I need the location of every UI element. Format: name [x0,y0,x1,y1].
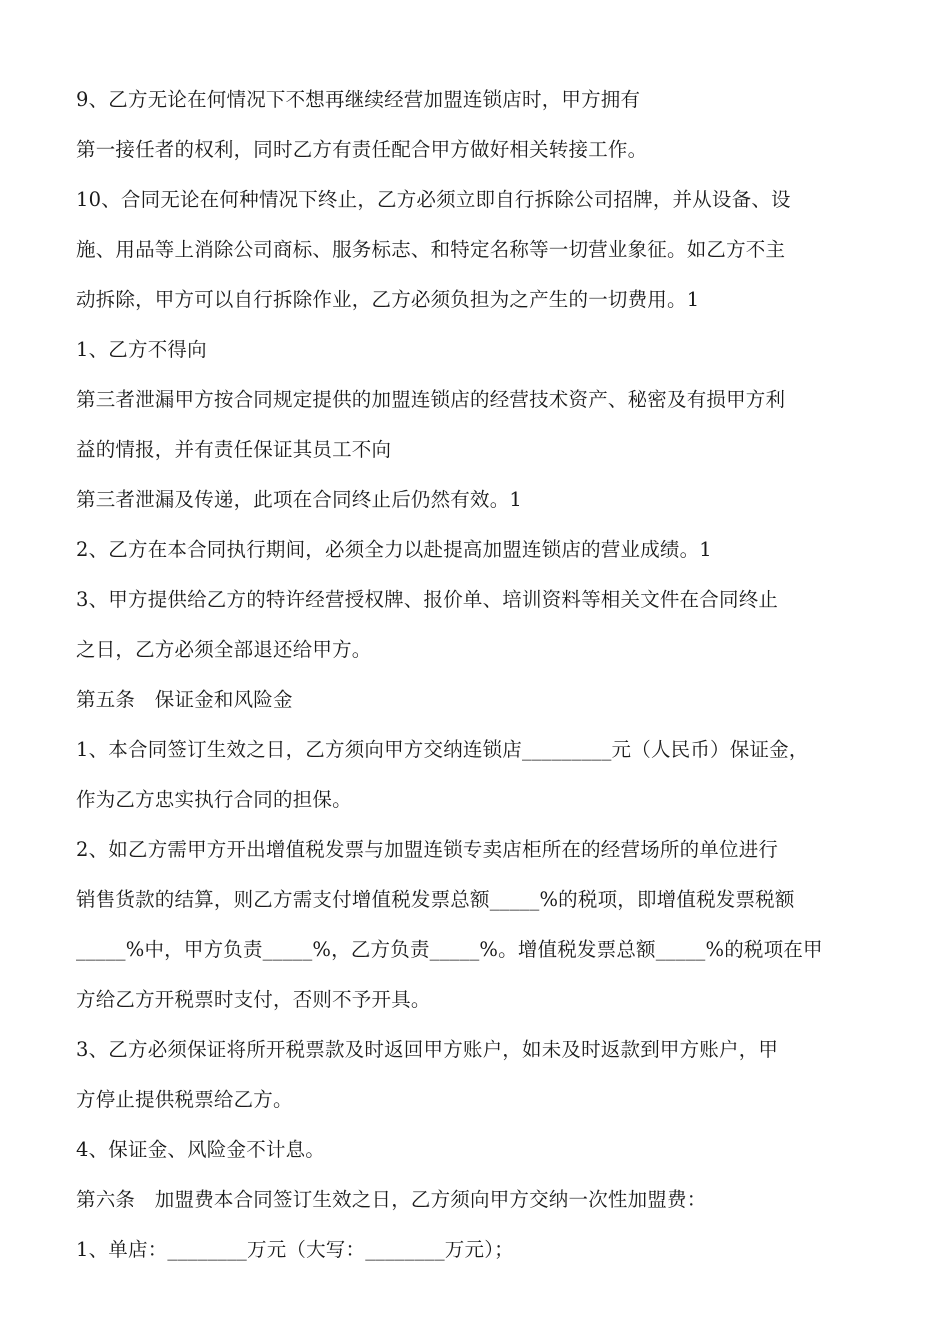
text-line: 3、甲方提供给乙方的特许经营授权牌、报价单、培训资料等相关文件在合同终止 [76,588,779,611]
section-heading: 第五条 保证金和风险金 [76,688,293,711]
text-line: 方给乙方开税票时支付，否则不予开具。 [76,988,431,1011]
section-heading: 第六条 加盟费本合同签订生效之日，乙方须向甲方交纳一次性加盟费： [76,1188,707,1211]
text-line: _____%中，甲方负责_____%，乙方负责_____%。增值税发票总额_____%的税项在甲 [76,938,823,961]
text-line: 2、乙方在本合同执行期间，必须全力以赴提高加盟连锁店的营业成绩。1 [76,538,712,561]
text-line: 1、本合同签订生效之日，乙方须向甲方交纳连锁店_________元（人民币）保证金， [76,738,809,761]
text-line: 之日，乙方必须全部退还给甲方。 [76,638,372,661]
text-line: 益的情报，并有责任保证其员工不向 [76,438,392,461]
text-line: 第三者泄漏及传递，此项在合同终止后仍然有效。1 [76,488,523,511]
text-line: 动拆除，甲方可以自行拆除作业，乙方必须负担为之产生的一切费用。1 [76,288,700,311]
text-line: 方停止提供税票给乙方。 [76,1088,293,1111]
text-line: 1、单店：________万元（大写：________万元）； [76,1238,514,1261]
text-line: 9、乙方无论在何情况下不想再继续经营加盟连锁店时，甲方拥有 [76,88,641,111]
text-line: 作为乙方忠实执行合同的担保。 [76,788,352,811]
text-line: 1、乙方不得向 [76,338,207,361]
text-line: 4、保证金、风险金不计息。 [76,1138,326,1161]
text-line: 第一接任者的权利，同时乙方有责任配合甲方做好相关转接工作。 [76,138,648,161]
text-line: 2、如乙方需甲方开出增值税发票与加盟连锁专卖店柜所在的经营场所的单位进行 [76,838,779,861]
text-line: 第三者泄漏甲方按合同规定提供的加盟连锁店的经营技术资产、秘密及有损甲方利 [76,388,786,411]
text-line: 3、乙方必须保证将所开税票款及时返回甲方账户，如未及时返款到甲方账户，甲 [76,1038,779,1061]
text-line: 销售货款的结算，则乙方需支付增值税发票总额_____%的税项，即增值税发票税额 [76,888,795,911]
text-line: 施、用品等上消除公司商标、服务标志、和特定名称等一切营业象征。如乙方不主 [76,238,786,261]
text-line: 10、合同无论在何种情况下终止，乙方必须立即自行拆除公司招牌，并从设备、设 [76,188,791,211]
